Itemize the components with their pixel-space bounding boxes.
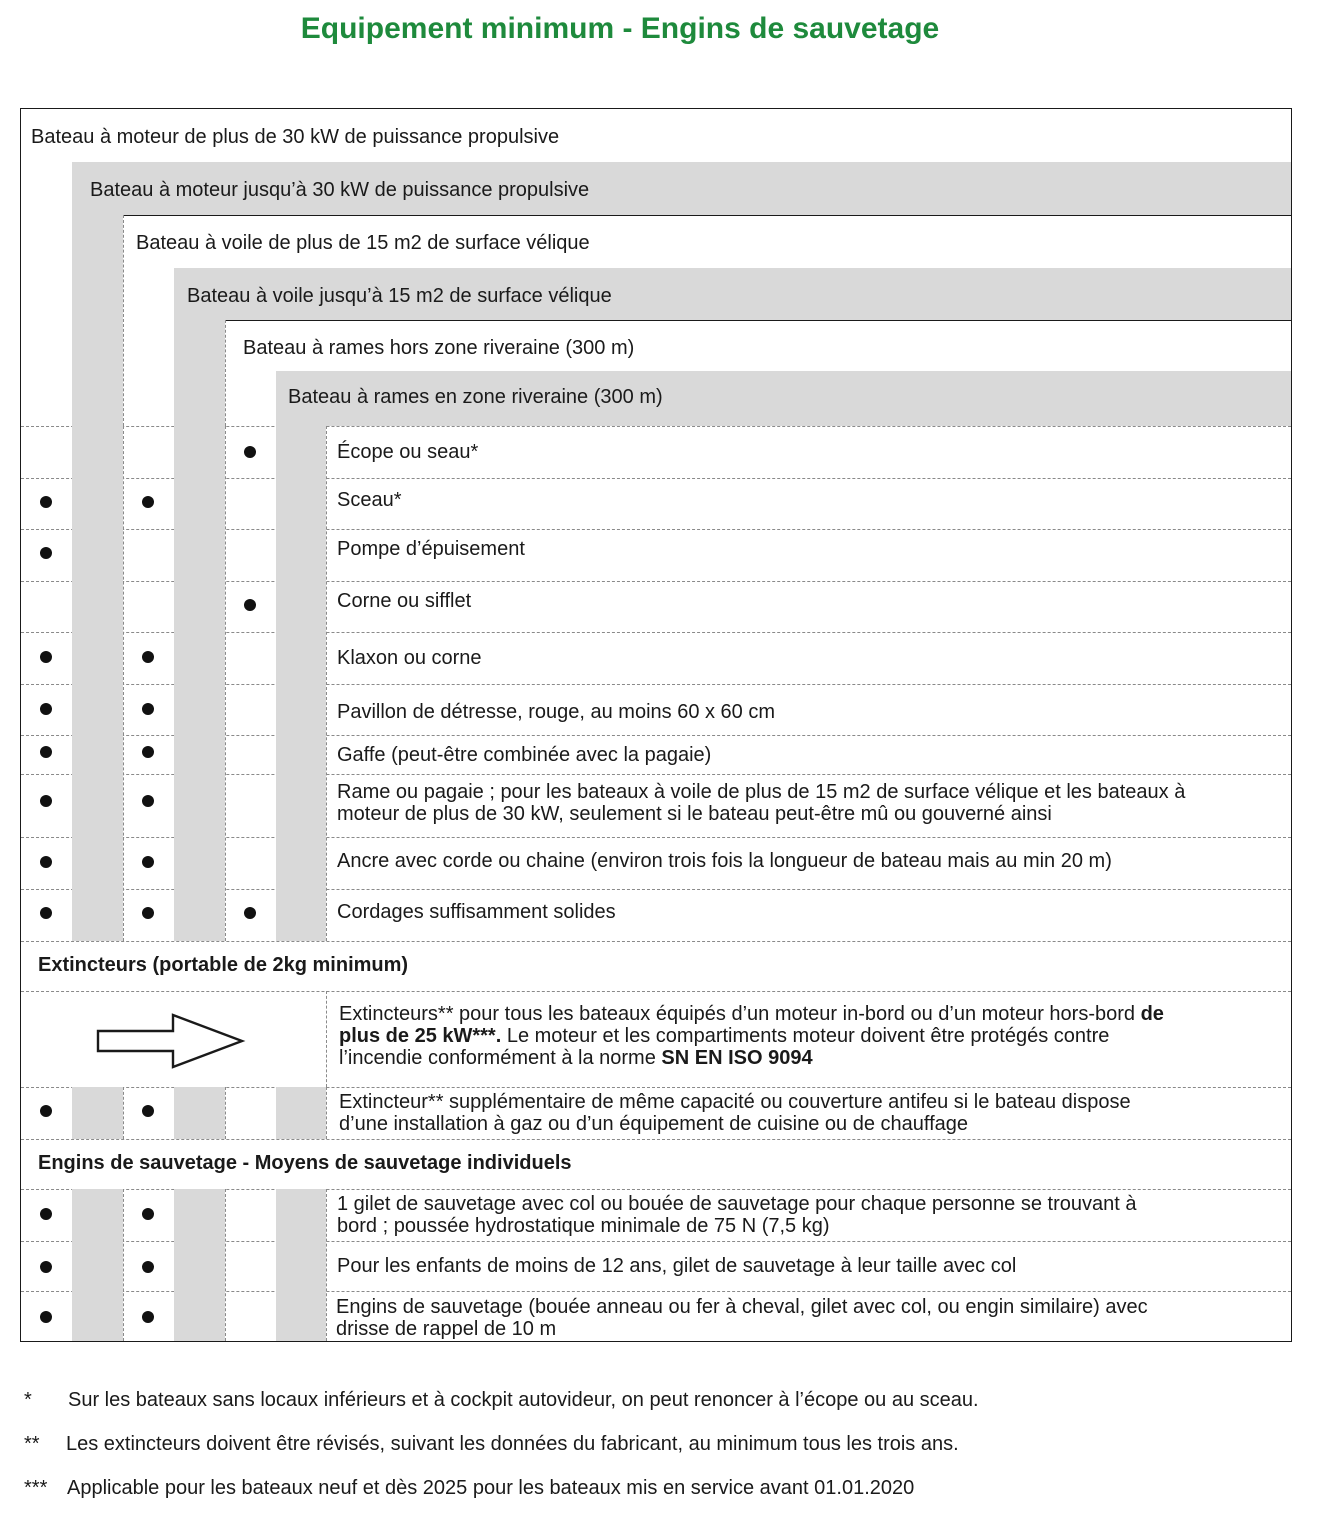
row-label: 1 gilet de sauvetage avec col ou bouée de sauvetage pour chaque personne se trouvant à <box>337 1193 1137 1215</box>
column-shade <box>276 1189 326 1341</box>
checked-dot <box>244 599 256 611</box>
row-label: Pour les enfants de moins de 12 ans, gilet de sauvetage à leur taille avec col <box>337 1255 1017 1277</box>
checked-dot <box>40 547 52 559</box>
column-rule <box>326 1087 327 1139</box>
page-title: Equipement minimum - Engins de sauvetage <box>300 12 940 45</box>
row-label: Corne ou sifflet <box>337 590 472 612</box>
checked-dot <box>40 907 52 919</box>
column-shade <box>276 426 326 941</box>
footnote-mark: * <box>24 1389 32 1411</box>
column-rule <box>326 426 327 941</box>
row-rule <box>21 991 1291 992</box>
header-rule <box>225 320 1291 321</box>
checked-dot <box>40 1311 52 1323</box>
checked-dot <box>40 496 52 508</box>
checked-dot <box>40 856 52 868</box>
row-rule <box>21 1139 1291 1140</box>
header-rowing-outside-shore-zone: Bateau à rames hors zone riveraine (300 m) <box>243 337 635 359</box>
column-rule <box>326 991 327 1087</box>
row-text-bold: SN EN ISO 9094 <box>661 1047 813 1069</box>
row-label: Pompe d’épuisement <box>337 538 525 560</box>
checked-dot <box>40 703 52 715</box>
equipment-table <box>20 108 1292 1342</box>
checked-dot <box>142 746 154 758</box>
column-rule <box>225 1189 226 1341</box>
header-sail-over-15m2: Bateau à voile de plus de 15 m2 de surface vélique <box>136 232 590 254</box>
column-rule <box>123 215 124 426</box>
column-shade <box>72 1087 123 1139</box>
checked-dot <box>40 1261 52 1273</box>
checked-dot <box>142 907 154 919</box>
checked-dot <box>142 795 154 807</box>
header-motor-up-to-30kw: Bateau à moteur jusqu’à 30 kW de puissance propulsive <box>90 179 590 201</box>
checked-dot <box>40 1105 52 1117</box>
column-rule <box>123 426 124 941</box>
column-rule <box>225 426 226 941</box>
column-rule <box>225 320 226 426</box>
footnote-mark: *** <box>24 1477 48 1499</box>
footnote-text: Applicable pour les bateaux neuf et dès 2025 pour les bateaux mis en service avant 01.01.2020 <box>67 1477 915 1499</box>
column-shade <box>72 426 123 941</box>
checked-dot <box>40 746 52 758</box>
header-rule <box>123 215 1291 216</box>
row-label: d’une installation à gaz ou d’un équipement de cuisine ou de chauffage <box>339 1113 968 1135</box>
column-shade <box>174 1189 225 1341</box>
row-rule <box>21 941 1291 942</box>
row-label: bord ; poussée hydrostatique minimale de 75 N (7,5 kg) <box>337 1215 830 1237</box>
row-text: Le moteur et les compartiments moteur doivent être protégés contre <box>501 1025 1110 1047</box>
column-shade <box>174 320 225 426</box>
row-label: Engins de sauvetage (bouée anneau ou fer à cheval, gilet avec col, ou engin similaire) avec <box>336 1296 1148 1318</box>
checked-dot <box>244 446 256 458</box>
row-text: Extincteurs** pour tous les bateaux équipés d’un moteur in-bord ou d’un moteur hors-bord <box>339 1003 1141 1025</box>
column-rule <box>123 1189 124 1341</box>
column-shade <box>174 1087 225 1139</box>
checked-dot <box>142 651 154 663</box>
checked-dot <box>40 1208 52 1220</box>
checked-dot <box>40 651 52 663</box>
checked-dot <box>142 1261 154 1273</box>
column-shade <box>174 426 225 941</box>
row-text: l’incendie conformément à la norme <box>339 1047 662 1069</box>
header-motor-over-30kw: Bateau à moteur de plus de 30 kW de puissance propulsive <box>31 126 560 148</box>
row-label: drisse de rappel de 10 m <box>336 1318 557 1340</box>
footnote-text: Les extincteurs doivent être révisés, suivant les données du fabricant, au minimum tous les trois ans. <box>66 1433 959 1455</box>
checked-dot <box>244 907 256 919</box>
row-label: Gaffe (peut-être combinée avec la pagaie) <box>337 744 712 766</box>
row-label: moteur de plus de 30 kW, seulement si le bateau peut-être mû ou gouverné ainsi <box>337 803 1052 825</box>
checked-dot <box>142 496 154 508</box>
row-label: Extincteur** supplémentaire de même capacité ou couverture antifeu si le bateau dispose <box>339 1091 1131 1113</box>
row-label: Écope ou seau* <box>337 441 479 463</box>
checked-dot <box>142 703 154 715</box>
footnote-mark: ** <box>24 1433 40 1455</box>
column-shade <box>72 215 123 426</box>
footnote-text: Sur les bateaux sans locaux inférieurs et à cockpit autovideur, on peut renoncer à l’écope ou au sceau. <box>68 1389 979 1411</box>
column-rule <box>326 1189 327 1341</box>
column-rule <box>225 1087 226 1139</box>
right-arrow-icon <box>91 1011 251 1075</box>
row-label: Sceau* <box>337 489 402 511</box>
column-shade <box>72 1189 123 1341</box>
checked-dot <box>142 1208 154 1220</box>
header-sail-up-to-15m2: Bateau à voile jusqu’à 15 m2 de surface vélique <box>187 285 612 307</box>
row-text-bold: plus de 25 kW***. <box>339 1025 502 1047</box>
row-label: Rame ou pagaie ; pour les bateaux à voile de plus de 15 m2 de surface vélique et les bateaux à <box>337 781 1186 803</box>
column-shade <box>276 1087 326 1139</box>
row-label: Pavillon de détresse, rouge, au moins 60 x 60 cm <box>337 701 776 723</box>
column-rule <box>123 1087 124 1139</box>
row-text-bold: de <box>1140 1003 1164 1025</box>
row-label: Cordages suffisamment solides <box>337 901 616 923</box>
checked-dot <box>142 856 154 868</box>
section-heading-lifesaving: Engins de sauvetage - Moyens de sauvetage individuels <box>38 1152 572 1174</box>
row-label: Klaxon ou corne <box>337 647 482 669</box>
checked-dot <box>142 1311 154 1323</box>
checked-dot <box>40 795 52 807</box>
header-rowing-in-shore-zone: Bateau à rames en zone riveraine (300 m) <box>288 386 663 408</box>
row-label: Ancre avec corde ou chaine (environ trois fois la longueur de bateau mais au min 20 m) <box>337 850 1112 872</box>
section-heading-extinguishers: Extincteurs (portable de 2kg minimum) <box>38 954 409 976</box>
checked-dot <box>142 1105 154 1117</box>
